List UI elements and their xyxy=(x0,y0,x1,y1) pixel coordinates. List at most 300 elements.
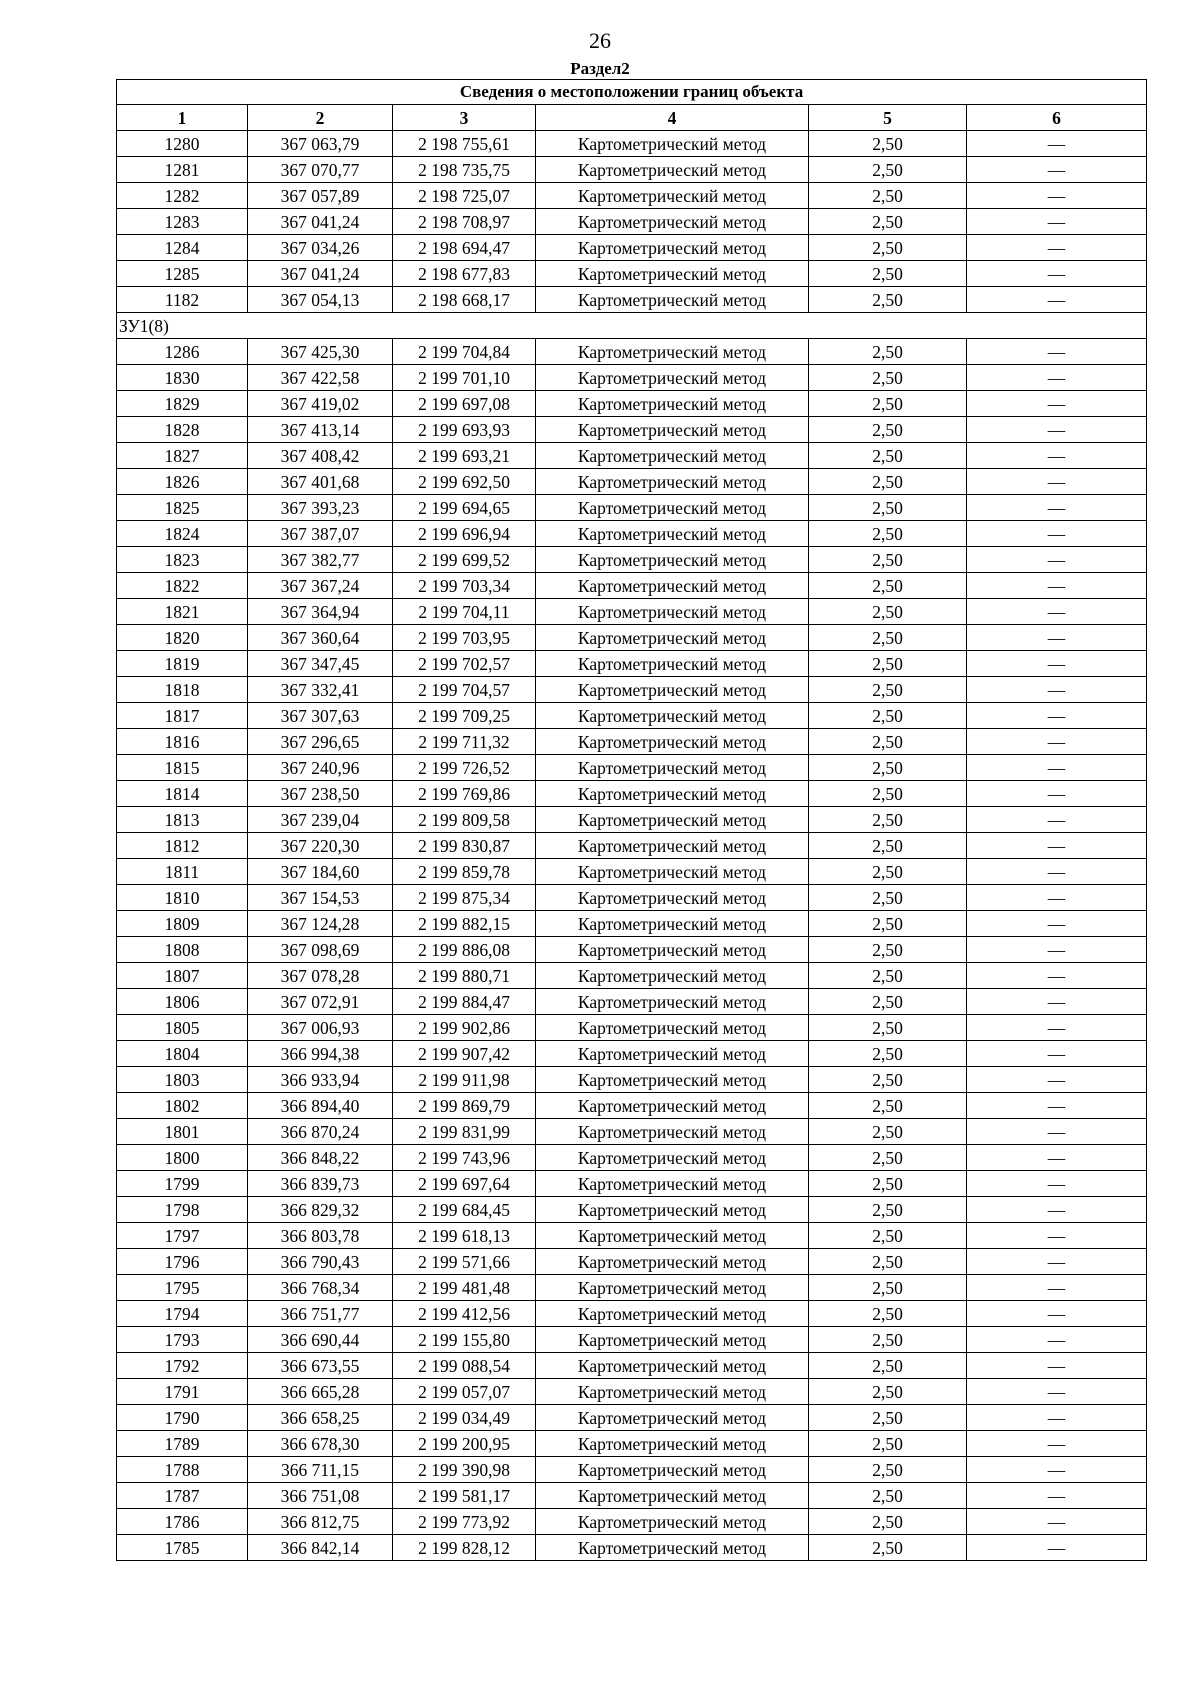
table-cell: 367 307,63 xyxy=(248,703,393,729)
table-cell: 1827 xyxy=(117,443,248,469)
table-cell: 2 199 704,57 xyxy=(393,677,536,703)
table-cell: — xyxy=(967,755,1147,781)
table-row xyxy=(117,1145,1147,1171)
table-cell: 366 842,14 xyxy=(248,1535,393,1561)
table-cell: 2 199 390,98 xyxy=(393,1457,536,1483)
table-cell: 366 768,34 xyxy=(248,1275,393,1301)
table-row xyxy=(117,1119,1147,1145)
table-cell: 2,50 xyxy=(809,1067,967,1093)
table-cell: 2,50 xyxy=(809,1405,967,1431)
table-cell: 2,50 xyxy=(809,1223,967,1249)
table-cell: 366 803,78 xyxy=(248,1223,393,1249)
table-row xyxy=(117,157,1147,183)
table-cell: 2 199 697,64 xyxy=(393,1171,536,1197)
table-cell: 2,50 xyxy=(809,365,967,391)
table-cell: 2 198 694,47 xyxy=(393,235,536,261)
table-cell: 1787 xyxy=(117,1483,248,1509)
table-cell: — xyxy=(967,1093,1147,1119)
table-cell: — xyxy=(967,703,1147,729)
table-cell: 367 425,30 xyxy=(248,339,393,365)
table-cell: 2,50 xyxy=(809,859,967,885)
table-cell: Картометрический метод xyxy=(536,261,809,287)
table-cell: — xyxy=(967,417,1147,443)
table-cell: 367 422,58 xyxy=(248,365,393,391)
table-cell: 2 199 701,10 xyxy=(393,365,536,391)
table-cell: 2 199 886,08 xyxy=(393,937,536,963)
table-cell: 367 124,28 xyxy=(248,911,393,937)
table-cell: 2 198 755,61 xyxy=(393,131,536,157)
table-cell: 367 154,53 xyxy=(248,885,393,911)
table-cell: — xyxy=(967,651,1147,677)
table-row xyxy=(117,1535,1147,1561)
table-cell: 2,50 xyxy=(809,1015,967,1041)
table-row xyxy=(117,599,1147,625)
table-cell: 1800 xyxy=(117,1145,248,1171)
table-cell: Картометрический метод xyxy=(536,1145,809,1171)
table-cell: 2,50 xyxy=(809,469,967,495)
table-cell: 2,50 xyxy=(809,521,967,547)
table-cell: 366 894,40 xyxy=(248,1093,393,1119)
table-cell: — xyxy=(967,261,1147,287)
table-cell: Картометрический метод xyxy=(536,1223,809,1249)
boundary-coordinates-table xyxy=(116,79,1147,1561)
table-cell: Картометрический метод xyxy=(536,235,809,261)
table-cell: 1811 xyxy=(117,859,248,885)
table-cell: 1808 xyxy=(117,937,248,963)
table-cell: Картометрический метод xyxy=(536,885,809,911)
table-cell: 2 199 412,56 xyxy=(393,1301,536,1327)
table-cell: 2,50 xyxy=(809,729,967,755)
table-cell: 367 034,26 xyxy=(248,235,393,261)
table-row xyxy=(117,391,1147,417)
table-cell: 367 054,13 xyxy=(248,287,393,313)
table-cell: Картометрический метод xyxy=(536,599,809,625)
table-cell: 1809 xyxy=(117,911,248,937)
column-header: 4 xyxy=(536,105,809,131)
table-cell: 2,50 xyxy=(809,651,967,677)
table-row xyxy=(117,235,1147,261)
table-cell: 1819 xyxy=(117,651,248,677)
table-cell: 2,50 xyxy=(809,599,967,625)
table-cell: 2,50 xyxy=(809,1093,967,1119)
table-cell: 367 006,93 xyxy=(248,1015,393,1041)
table-cell: 2 199 726,52 xyxy=(393,755,536,781)
table-cell: Картометрический метод xyxy=(536,1431,809,1457)
table-cell: — xyxy=(967,1171,1147,1197)
table-row xyxy=(117,131,1147,157)
table-row xyxy=(117,1093,1147,1119)
table-cell: 1817 xyxy=(117,703,248,729)
table-cell: Картометрический метод xyxy=(536,365,809,391)
table-cell: 367 347,45 xyxy=(248,651,393,677)
table-cell: 366 839,73 xyxy=(248,1171,393,1197)
table-cell: Картометрический метод xyxy=(536,1197,809,1223)
table-cell: 2 199 684,45 xyxy=(393,1197,536,1223)
table-cell: 2,50 xyxy=(809,1041,967,1067)
table-cell: — xyxy=(967,729,1147,755)
column-header: 2 xyxy=(248,105,393,131)
table-cell: 367 364,94 xyxy=(248,599,393,625)
column-header: 1 xyxy=(117,105,248,131)
table-cell: — xyxy=(967,495,1147,521)
table-cell: Картометрический метод xyxy=(536,859,809,885)
table-cell: 2,50 xyxy=(809,1457,967,1483)
table-row xyxy=(117,1067,1147,1093)
table-cell: 367 078,28 xyxy=(248,963,393,989)
table-cell: 1824 xyxy=(117,521,248,547)
table-cell: Картометрический метод xyxy=(536,729,809,755)
table-cell: 366 870,24 xyxy=(248,1119,393,1145)
table-cell: Картометрический метод xyxy=(536,755,809,781)
table-cell: 2,50 xyxy=(809,183,967,209)
table-cell: 366 690,44 xyxy=(248,1327,393,1353)
table-cell: Картометрический метод xyxy=(536,443,809,469)
table-cell: 1285 xyxy=(117,261,248,287)
table-row xyxy=(117,807,1147,833)
table-cell: 366 933,94 xyxy=(248,1067,393,1093)
table-cell: 1801 xyxy=(117,1119,248,1145)
table-cell: — xyxy=(967,885,1147,911)
table-row xyxy=(117,937,1147,963)
table-cell: — xyxy=(967,911,1147,937)
table-cell: 1818 xyxy=(117,677,248,703)
table-cell: Картометрический метод xyxy=(536,287,809,313)
table-cell: — xyxy=(967,235,1147,261)
table-cell: 1788 xyxy=(117,1457,248,1483)
table-cell: — xyxy=(967,1197,1147,1223)
table-cell: — xyxy=(967,1379,1147,1405)
table-row xyxy=(117,1249,1147,1275)
table-cell: Картометрический метод xyxy=(536,521,809,547)
page-number: 26 xyxy=(589,28,611,53)
table-cell: 2 199 828,12 xyxy=(393,1535,536,1561)
table-cell: 2 199 809,58 xyxy=(393,807,536,833)
table-cell: 367 332,41 xyxy=(248,677,393,703)
table-cell: 1281 xyxy=(117,157,248,183)
table-cell: 2,50 xyxy=(809,547,967,573)
column-number-row xyxy=(117,105,1147,131)
table-cell: 1813 xyxy=(117,807,248,833)
table-row xyxy=(117,1431,1147,1457)
table-cell: Картометрический метод xyxy=(536,703,809,729)
table-cell: — xyxy=(967,1249,1147,1275)
table-cell: 2,50 xyxy=(809,573,967,599)
table-cell: Картометрический метод xyxy=(536,651,809,677)
table-cell: 2 199 704,11 xyxy=(393,599,536,625)
table-row xyxy=(117,1197,1147,1223)
table-cell: 1826 xyxy=(117,469,248,495)
table-cell: Картометрический метод xyxy=(536,547,809,573)
table-cell: 1825 xyxy=(117,495,248,521)
table-row xyxy=(117,963,1147,989)
table-cell: 2 199 697,08 xyxy=(393,391,536,417)
table-cell: 366 678,30 xyxy=(248,1431,393,1457)
table-cell: Картометрический метод xyxy=(536,677,809,703)
table-cell: — xyxy=(967,1275,1147,1301)
table-cell: 2,50 xyxy=(809,1249,967,1275)
table-cell: 1790 xyxy=(117,1405,248,1431)
table-cell: 1806 xyxy=(117,989,248,1015)
table-cell: 2 199 831,99 xyxy=(393,1119,536,1145)
table-cell: 1804 xyxy=(117,1041,248,1067)
table-cell: 1796 xyxy=(117,1249,248,1275)
table-row xyxy=(117,833,1147,859)
table-cell: 2,50 xyxy=(809,443,967,469)
table-cell: Картометрический метод xyxy=(536,1301,809,1327)
table-cell: 1802 xyxy=(117,1093,248,1119)
table-cell: 1786 xyxy=(117,1509,248,1535)
table-cell: Картометрический метод xyxy=(536,1457,809,1483)
table-row xyxy=(117,1353,1147,1379)
table-cell: 367 419,02 xyxy=(248,391,393,417)
section-title: Раздел2 xyxy=(570,59,630,78)
table-row xyxy=(117,677,1147,703)
table-cell: 2 199 875,34 xyxy=(393,885,536,911)
table-cell: 2,50 xyxy=(809,1353,967,1379)
table-cell: Картометрический метод xyxy=(536,157,809,183)
table-cell: — xyxy=(967,339,1147,365)
table-row xyxy=(117,755,1147,781)
table-row xyxy=(117,443,1147,469)
table-cell: — xyxy=(967,391,1147,417)
table-cell: 366 848,22 xyxy=(248,1145,393,1171)
table-row xyxy=(117,989,1147,1015)
table-cell: 367 072,91 xyxy=(248,989,393,1015)
table-cell: 2 199 618,13 xyxy=(393,1223,536,1249)
table-cell: 2,50 xyxy=(809,1327,967,1353)
table-cell: 1791 xyxy=(117,1379,248,1405)
table-cell: Картометрический метод xyxy=(536,1041,809,1067)
table-cell: — xyxy=(967,1145,1147,1171)
table-row xyxy=(117,1509,1147,1535)
table-cell: 1182 xyxy=(117,287,248,313)
table-cell: 2 199 581,17 xyxy=(393,1483,536,1509)
table-row xyxy=(117,1301,1147,1327)
table-cell: Картометрический метод xyxy=(536,1509,809,1535)
table-cell: Картометрический метод xyxy=(536,1249,809,1275)
table-cell: — xyxy=(967,807,1147,833)
table-cell: Картометрический метод xyxy=(536,989,809,1015)
group-label: ЗУ1(8) xyxy=(117,313,1147,339)
table-row xyxy=(117,1015,1147,1041)
table-cell: 2,50 xyxy=(809,677,967,703)
table-cell: 2,50 xyxy=(809,885,967,911)
table-cell: — xyxy=(967,1483,1147,1509)
table-cell: 366 790,43 xyxy=(248,1249,393,1275)
table-cell: — xyxy=(967,1223,1147,1249)
table-cell: 2,50 xyxy=(809,1275,967,1301)
table-cell: — xyxy=(967,833,1147,859)
table-cell: Картометрический метод xyxy=(536,131,809,157)
table-cell: 2 199 696,94 xyxy=(393,521,536,547)
table-cell: 367 367,24 xyxy=(248,573,393,599)
table-cell: 2,50 xyxy=(809,131,967,157)
table-body xyxy=(117,131,1147,1561)
table-cell: 1821 xyxy=(117,599,248,625)
table-cell: 2 199 200,95 xyxy=(393,1431,536,1457)
table-cell: 367 408,42 xyxy=(248,443,393,469)
table-row xyxy=(117,1379,1147,1405)
table-cell: — xyxy=(967,1457,1147,1483)
table-cell: 367 041,24 xyxy=(248,261,393,287)
table-row xyxy=(117,183,1147,209)
table-cell: Картометрический метод xyxy=(536,1535,809,1561)
table-row xyxy=(117,1275,1147,1301)
table-cell: Картометрический метод xyxy=(536,183,809,209)
table-cell: 1282 xyxy=(117,183,248,209)
table-cell: — xyxy=(967,1119,1147,1145)
table-cell: 1829 xyxy=(117,391,248,417)
table-cell: 2 199 880,71 xyxy=(393,963,536,989)
table-cell: Картометрический метод xyxy=(536,807,809,833)
table-cell: Картометрический метод xyxy=(536,1171,809,1197)
column-header: 6 xyxy=(967,105,1147,131)
table-cell: Картометрический метод xyxy=(536,573,809,599)
table-cell: 366 812,75 xyxy=(248,1509,393,1535)
table-cell: 2 199 703,34 xyxy=(393,573,536,599)
table-cell: 2 199 693,93 xyxy=(393,417,536,443)
table-cell: — xyxy=(967,781,1147,807)
table-cell: Картометрический метод xyxy=(536,1483,809,1509)
table-cell: 367 184,60 xyxy=(248,859,393,885)
table-row xyxy=(117,651,1147,677)
table-cell: 2 199 699,52 xyxy=(393,547,536,573)
table-row xyxy=(117,287,1147,313)
table-cell: 2 199 709,25 xyxy=(393,703,536,729)
table-cell: 1828 xyxy=(117,417,248,443)
table-row xyxy=(117,703,1147,729)
table-cell: 2 199 911,98 xyxy=(393,1067,536,1093)
table-row xyxy=(117,1405,1147,1431)
table-cell: 2,50 xyxy=(809,495,967,521)
table-cell: — xyxy=(967,521,1147,547)
table-row xyxy=(117,1483,1147,1509)
table-cell: 1810 xyxy=(117,885,248,911)
table-cell: 366 673,55 xyxy=(248,1353,393,1379)
table-cell: 2,50 xyxy=(809,963,967,989)
table-cell: 1820 xyxy=(117,625,248,651)
table-cell: 2 199 692,50 xyxy=(393,469,536,495)
table-row xyxy=(117,859,1147,885)
table-cell: 1286 xyxy=(117,339,248,365)
table-cell: — xyxy=(967,183,1147,209)
table-row xyxy=(117,1223,1147,1249)
table-cell: 2,50 xyxy=(809,833,967,859)
column-header: 5 xyxy=(809,105,967,131)
table-cell: 2 199 155,80 xyxy=(393,1327,536,1353)
table-cell: 1799 xyxy=(117,1171,248,1197)
table-cell: 1815 xyxy=(117,755,248,781)
table-row xyxy=(117,1457,1147,1483)
table-cell: 2,50 xyxy=(809,1431,967,1457)
table-cell: — xyxy=(967,1535,1147,1561)
table-cell: — xyxy=(967,1405,1147,1431)
table-cell: Картометрический метод xyxy=(536,469,809,495)
table-cell: Картометрический метод xyxy=(536,1119,809,1145)
table-cell: — xyxy=(967,365,1147,391)
table-cell: — xyxy=(967,1509,1147,1535)
table-cell: 367 239,04 xyxy=(248,807,393,833)
table-cell: 2,50 xyxy=(809,989,967,1015)
table-cell: 2 199 703,95 xyxy=(393,625,536,651)
table-row xyxy=(117,339,1147,365)
table-cell: 2 198 735,75 xyxy=(393,157,536,183)
table-cell: 1816 xyxy=(117,729,248,755)
table-cell: — xyxy=(967,1015,1147,1041)
table-cell: — xyxy=(967,599,1147,625)
table-row xyxy=(117,495,1147,521)
table-cell: 1822 xyxy=(117,573,248,599)
table-row xyxy=(117,573,1147,599)
table-cell: 2 199 830,87 xyxy=(393,833,536,859)
table-cell: 367 220,30 xyxy=(248,833,393,859)
table-cell: Картометрический метод xyxy=(536,1067,809,1093)
table-cell: 366 751,77 xyxy=(248,1301,393,1327)
table-row xyxy=(117,729,1147,755)
table-cell: 2 199 694,65 xyxy=(393,495,536,521)
table-cell: 2 199 711,32 xyxy=(393,729,536,755)
table-cell: 2,50 xyxy=(809,209,967,235)
table-cell: 2,50 xyxy=(809,391,967,417)
table-cell: 2,50 xyxy=(809,1509,967,1535)
table-cell: 2 198 708,97 xyxy=(393,209,536,235)
table-cell: Картометрический метод xyxy=(536,1275,809,1301)
table-cell: 367 401,68 xyxy=(248,469,393,495)
table-cell: Картометрический метод xyxy=(536,963,809,989)
table-cell: Картометрический метод xyxy=(536,833,809,859)
table-cell: Картометрический метод xyxy=(536,495,809,521)
table-cell: 1785 xyxy=(117,1535,248,1561)
table-cell: 367 057,89 xyxy=(248,183,393,209)
table-cell: 367 387,07 xyxy=(248,521,393,547)
table-cell: Картометрический метод xyxy=(536,781,809,807)
table-cell: — xyxy=(967,1067,1147,1093)
table-cell: — xyxy=(967,443,1147,469)
table-cell: — xyxy=(967,989,1147,1015)
table-cell: 1798 xyxy=(117,1197,248,1223)
table-cell: 1793 xyxy=(117,1327,248,1353)
table-cell: 2 198 725,07 xyxy=(393,183,536,209)
table-cell: 1789 xyxy=(117,1431,248,1457)
table-row xyxy=(117,521,1147,547)
table-cell: — xyxy=(967,1301,1147,1327)
table-cell: 367 240,96 xyxy=(248,755,393,781)
table-cell: 1797 xyxy=(117,1223,248,1249)
table-cell: — xyxy=(967,937,1147,963)
table-row xyxy=(117,469,1147,495)
table-row xyxy=(117,911,1147,937)
table-cell: — xyxy=(967,625,1147,651)
table-cell: 2,50 xyxy=(809,1171,967,1197)
table-cell: 2 199 088,54 xyxy=(393,1353,536,1379)
table-row xyxy=(117,417,1147,443)
table-cell: 2,50 xyxy=(809,1379,967,1405)
table-cell: — xyxy=(967,677,1147,703)
table-cell: 1795 xyxy=(117,1275,248,1301)
table-row xyxy=(117,365,1147,391)
table-cell: 2 199 769,86 xyxy=(393,781,536,807)
table-cell: 2,50 xyxy=(809,1197,967,1223)
table-cell: 1823 xyxy=(117,547,248,573)
table-cell: 2,50 xyxy=(809,703,967,729)
table-cell: 2 199 704,84 xyxy=(393,339,536,365)
table-cell: 2 199 882,15 xyxy=(393,911,536,937)
table-cell: 1284 xyxy=(117,235,248,261)
table-cell: Картометрический метод xyxy=(536,1015,809,1041)
table-row xyxy=(117,261,1147,287)
table-cell: 366 665,28 xyxy=(248,1379,393,1405)
table-cell: — xyxy=(967,963,1147,989)
